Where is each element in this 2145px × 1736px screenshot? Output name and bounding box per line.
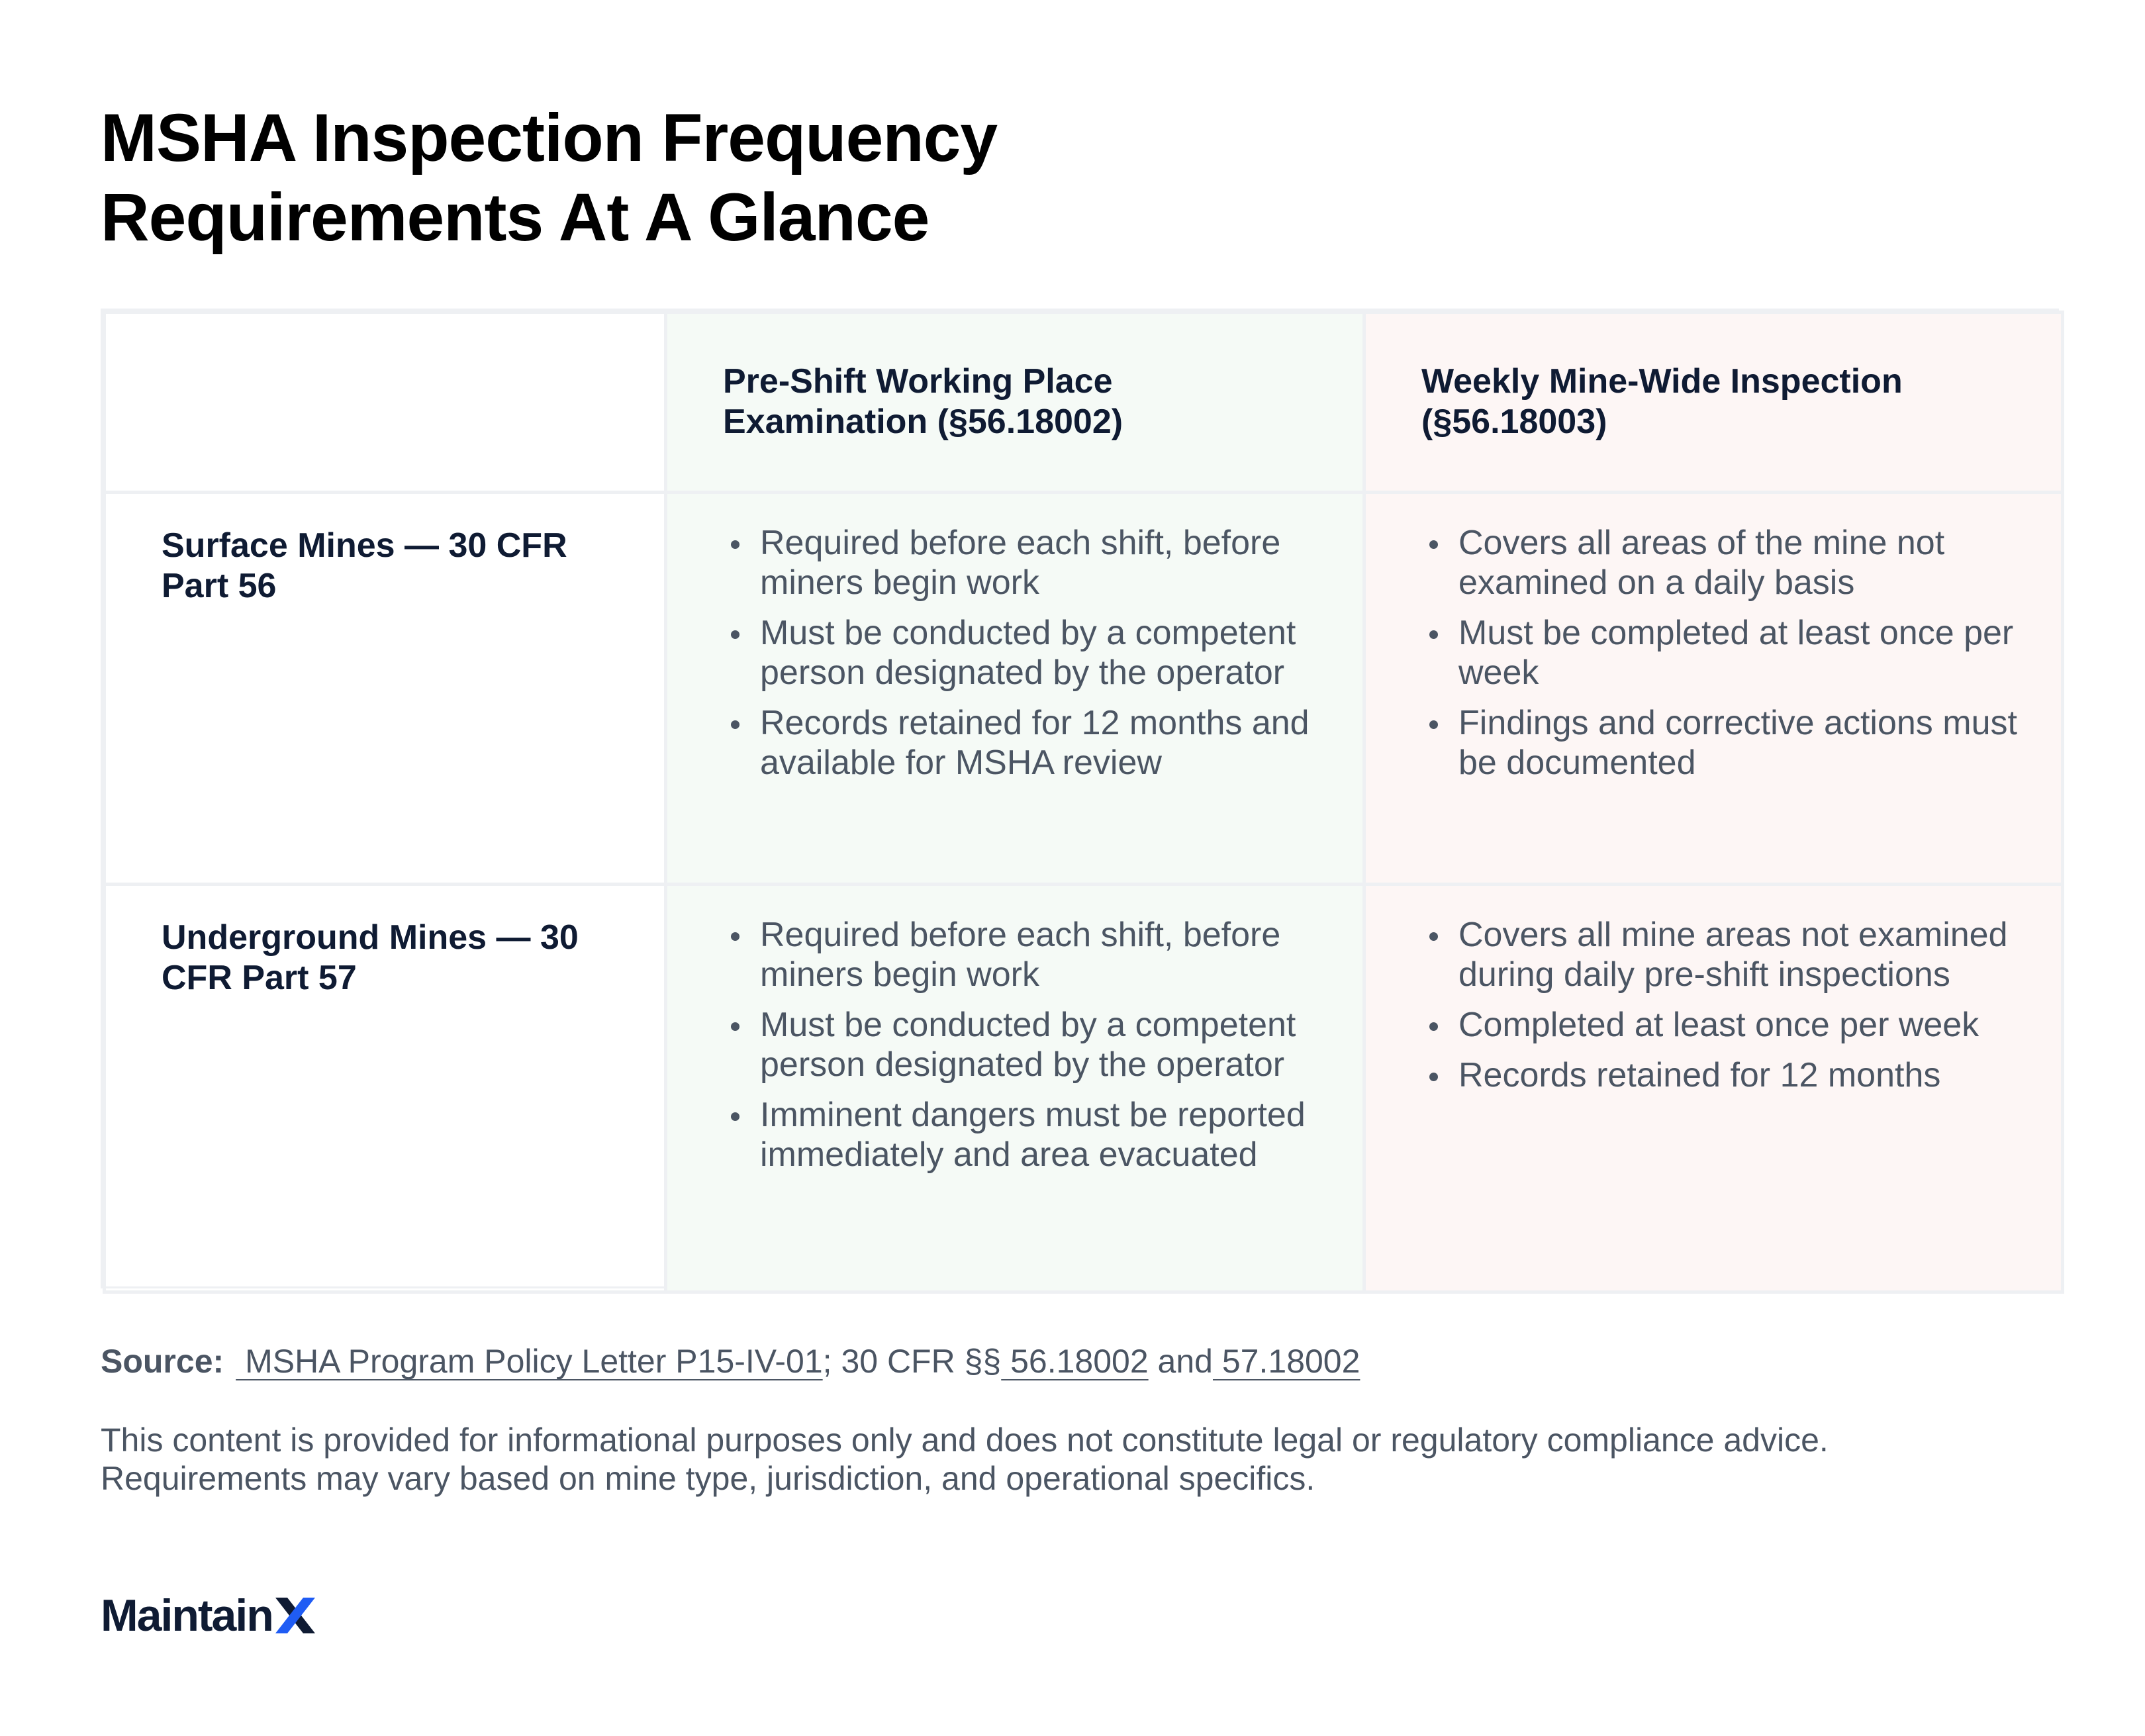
list-item: Must be conducted by a competent person designated by the operator	[727, 1005, 1323, 1085]
list-item: Covers all areas of the mine not examined on a daily basis	[1425, 523, 2021, 603]
table-header-row	[105, 313, 2063, 493]
source-text: ; 30 CFR §§	[822, 1343, 1002, 1380]
column-header-preshift: Pre-Shift Working Place Examination (§56.18002)	[666, 313, 1364, 493]
page-title: MSHA Inspection Frequency Requirements At A Glance	[101, 100, 998, 255]
logo-wordmark: Maintain	[101, 1590, 273, 1641]
corner-cell	[105, 313, 666, 493]
row-header-surface: Surface Mines — 30 CFR Part 56	[105, 493, 666, 885]
table-row	[105, 493, 2063, 885]
maintainx-logo	[101, 1589, 316, 1642]
bullet-list	[1425, 523, 2021, 783]
list-item: Must be conducted by a competent person designated by the operator	[727, 613, 1323, 693]
source-text: and	[1148, 1343, 1213, 1380]
list-item: Must be completed at least once per week	[1425, 613, 2021, 693]
list-item: Records retained for 12 months	[1425, 1055, 2021, 1095]
list-item: Imminent dangers must be reported immediately and area evacuated	[727, 1095, 1323, 1175]
bullet-list	[727, 523, 1323, 783]
list-item: Required before each shift, before miners begin work	[727, 915, 1323, 994]
x-icon	[274, 1596, 316, 1635]
requirements-table	[103, 311, 2064, 1294]
policy-letter-link[interactable]: MSHA Program Policy Letter P15-IV-01	[236, 1343, 823, 1380]
bullet-list	[727, 915, 1323, 1175]
source-line	[101, 1341, 1360, 1381]
list-item: Covers all mine areas not examined during daily pre-shift inspections	[1425, 915, 2021, 994]
surface-weekly-cell	[1364, 493, 2063, 885]
underground-weekly-cell	[1364, 885, 2063, 1292]
inspection-table	[101, 309, 2059, 1288]
table-row	[105, 885, 2063, 1292]
cfr-56-18002-link[interactable]: 56.18002	[1001, 1343, 1149, 1380]
list-item: Completed at least once per week	[1425, 1005, 2021, 1045]
column-header-weekly: Weekly Mine-Wide Inspection (§56.18003)	[1364, 313, 2063, 493]
underground-preshift-cell	[666, 885, 1364, 1292]
cfr-57-18002-link[interactable]: 57.18002	[1212, 1343, 1360, 1380]
list-item: Required before each shift, before miners begin work	[727, 523, 1323, 603]
source-label: Source:	[101, 1343, 224, 1380]
list-item: Records retained for 12 months and available for MSHA review	[727, 703, 1323, 783]
row-header-underground: Underground Mines — 30 CFR Part 57	[105, 885, 666, 1292]
disclaimer: This content is provided for informational purposes only and does not constitute legal or regulatory compliance advice. Requirements may vary based on mine type, jurisdiction, and operational specifics.	[101, 1422, 1829, 1497]
list-item: Findings and corrective actions must be documented	[1425, 703, 2021, 783]
surface-preshift-cell	[666, 493, 1364, 885]
bullet-list	[1425, 915, 2021, 1095]
